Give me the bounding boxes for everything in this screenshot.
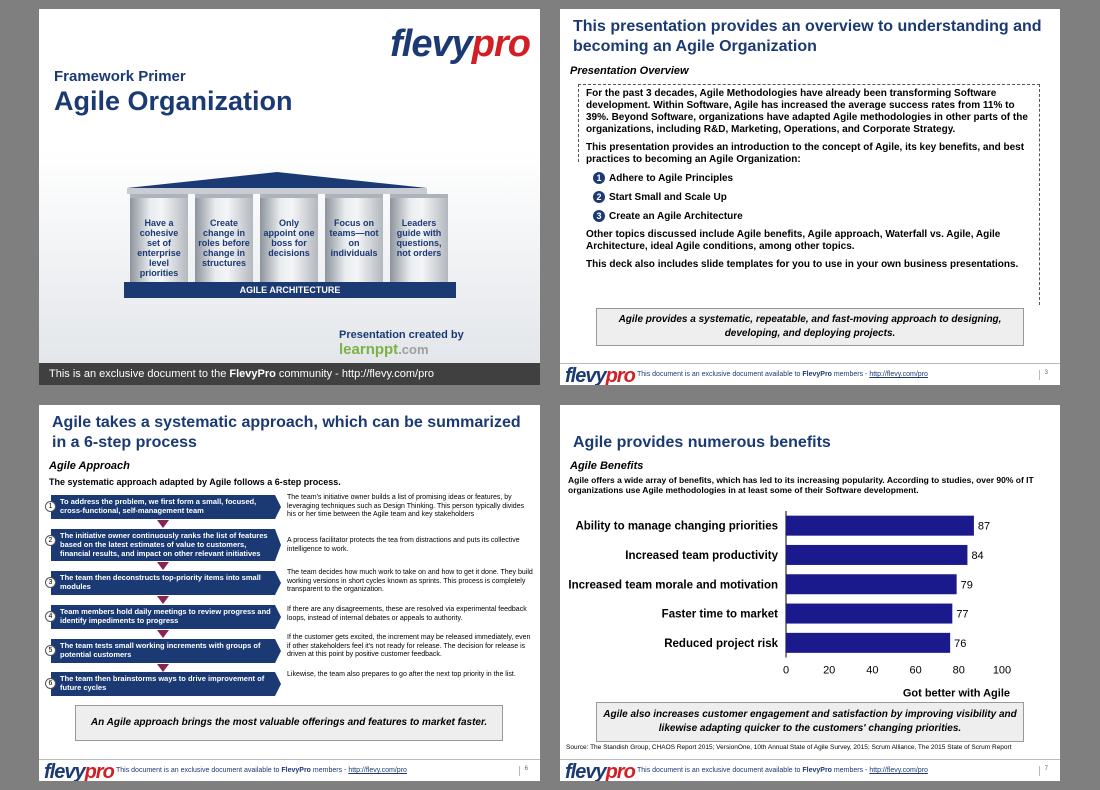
step-5-description: If the customer gets excited, the increment may be released immediately, even if other stakeholders feel it's not ready for release. The decision for release is driven at this point by positive customer feedback. (287, 634, 531, 658)
data-label: 84 (971, 549, 984, 562)
step-1: 1 To address the problem, we first form a small, focused, cross-functional, self-management team (51, 495, 275, 519)
source-note: Source: The Standish Group, CHAOS Report 2015; VersionOne, 10th Annual State of Agile Survey, 2015; Scrum Alliance, The 2015 State of Scrum Report (566, 744, 1012, 751)
flevypro-logo: flevypro (565, 365, 635, 385)
page-number: 6 (519, 766, 528, 776)
benefits-bar-chart (560, 505, 1060, 700)
down-arrow (157, 562, 169, 570)
down-arrow (157, 520, 169, 528)
bar (786, 574, 957, 594)
down-arrow (157, 630, 169, 638)
slide-title: Agile provides numerous benefits (573, 434, 831, 451)
bar (786, 633, 950, 653)
slide-footer: flevypro This document is an exclusive document available to FlevyPro members - http://flevy.com/pro 6 (39, 759, 540, 781)
step-3: 3 The team then deconstructs top-priority items into small modules (51, 571, 275, 595)
data-label: 76 (954, 637, 967, 650)
intro-text: Agile offers a wide array of benefits, which has led to its increasing popularity. According to studies, over 90% of IT organizations use Agile methodologies in at least some of their Software development. (568, 475, 1034, 495)
step-6: 6 The team then brainstorms ways to drive improvement of future cycles (51, 672, 275, 696)
list-item: 2 Start Small and Scale Up (593, 191, 1039, 203)
slide-approach (39, 405, 540, 781)
step-4-description: If there are any disagreements, these are resolved via experimental feedback loops, instead of internal debates or appeals to authority. (287, 606, 527, 622)
callout-box: Agile also increases customer engagement and satisfaction by improving visibility and likewise adapting quicker to the customers' changing priorities. (596, 702, 1024, 742)
tick-label: 20 (823, 664, 836, 677)
tick-label: 60 (909, 664, 922, 677)
intro-text: The systematic approach adapted by Agile follows a 6-step process. (49, 477, 341, 487)
category-label: Increased team morale and motivation (568, 579, 778, 592)
learnppt-logo: learnppt (339, 341, 399, 358)
paragraph: Other topics discussed include Agile benefits, Agile approach, Waterfall vs. Agile, Agile Architecture, ideal Agile conditions, among other topics. (586, 229, 1001, 252)
framework-primer-label: Framework Primer (54, 68, 186, 85)
list-item: 1 Adhere to Agile Principles (593, 172, 1039, 184)
section-heading: Agile Benefits (570, 460, 644, 472)
section-heading: Presentation Overview (570, 65, 689, 77)
pillar-2: Create change in roles before change in structures (195, 194, 253, 284)
slide-benefits (560, 405, 1060, 781)
pillar-1: Have a cohesive set of enterprise level priorities (130, 194, 188, 284)
category-label: Increased team productivity (625, 549, 778, 562)
callout-box: An Agile approach brings the most valuable offerings and features to market faster. (75, 705, 503, 741)
bar (786, 545, 967, 565)
data-label: 77 (956, 608, 969, 621)
flevy-link[interactable]: http://flevy.com/pro (348, 767, 407, 774)
page-title: Agile Organization (54, 86, 293, 116)
tick-label: 100 (992, 664, 1012, 677)
down-arrow (157, 596, 169, 604)
flevy-link[interactable]: http://flevy.com/pro (869, 371, 928, 378)
slide-title: Agile takes a systematic approach, which can be summarized in a 6-step process (52, 414, 521, 451)
paragraph: For the past 3 decades, Agile Methodologies have already been transforming Software development. Within Software, Agile has increased the average success rates from 11% to 39%. Beyond Software, organizations have adapted Agile methodologies in other parts of the organizations, including R&D, Marketing, Operations, and Corporate Strategy. (586, 88, 1028, 135)
flevypro-logo: flevypro (390, 23, 530, 65)
paragraph: This presentation provides an introduction to the concept of Agile, its key benefits, and best practices to becoming an Agile Organization: (586, 142, 1025, 165)
slide-title: This presentation provides an overview to understanding and becoming an Agile Organization (573, 18, 1042, 55)
slide-footer: flevypro This document is an exclusive document available to FlevyPro members - http://flevy.com/pro 7 (560, 759, 1060, 781)
pillar-4: Focus on teams—not on individuals (325, 194, 383, 284)
pillar-3: Only appoint one boss for decisions (260, 194, 318, 284)
slide-footer: This is an exclusive document to the FlevyPro community - http://flevy.com/pro (39, 363, 540, 385)
bar (786, 604, 952, 624)
down-arrow (157, 664, 169, 672)
slide-title (39, 9, 540, 385)
tick-label: 40 (866, 664, 879, 677)
step-3-description: The team decides how much work to take on and how to get it done. They build working versions in short cycles known as sprints. This process is completely transparent to the organization. (287, 569, 533, 593)
list-item: 3 Create an Agile Architecture (593, 210, 1039, 222)
flevypro-logo: flevypro (44, 761, 114, 781)
page-number: 7 (1039, 766, 1048, 776)
data-label: 87 (977, 520, 991, 533)
category-label: Faster time to market (661, 608, 778, 621)
tick-label: 0 (782, 664, 790, 677)
bar (786, 516, 974, 536)
callout-box: Agile provides a systematic, repeatable, and fast-moving approach to designing, developing, and deploying projects. (596, 308, 1024, 346)
section-heading: Agile Approach (49, 460, 130, 472)
step-2: 2 The initiative owner continuously ranks the list of features based on the latest estimates of value to customers, financial results, and impact on other relevant initiatives (51, 529, 275, 561)
data-label: 79 (960, 579, 973, 592)
category-label: Ability to manage changing priorities (575, 520, 778, 533)
temple-base: AGILE ARCHITECTURE (124, 282, 456, 298)
overview-body (578, 84, 1040, 305)
step-4: 4 Team members hold daily meetings to review progress and identify impediments to progress (51, 605, 275, 629)
created-by: Presentation created by learnppt.com (339, 329, 464, 358)
flevypro-logo: flevypro (565, 761, 635, 781)
step-5: 5 The team tests small working increments with groups of potential customers (51, 639, 275, 663)
step-6-description: Likewise, the team also prepares to go after the next top priority in the list. (287, 671, 516, 678)
temple-roof (127, 172, 427, 188)
x-axis-label: Got better with Agile (902, 687, 1010, 700)
slide-footer: flevypro This document is an exclusive document available to FlevyPro members - http://flevy.com/pro 3 (560, 363, 1060, 385)
flevy-link[interactable]: http://flevy.com/pro (869, 767, 928, 774)
slide-overview (560, 9, 1060, 385)
category-label: Reduced project risk (664, 637, 778, 650)
step-2-description: A process facilitator protects the tea from distractions and puts its collective intelligence to work. (287, 537, 520, 553)
tick-label: 80 (952, 664, 965, 677)
step-1-description: The team's initiative owner builds a list of promising ideas or features, by leveraging techniques such as Design Thinking. This person typically divides his or her time between the Agile team and key stakeholders (287, 494, 525, 518)
page-number: 3 (1039, 370, 1048, 380)
paragraph: This deck also includes slide templates for you to use in your own business presentations. (586, 259, 1019, 270)
pillar-5: Leaders guide with questions, not orders (390, 194, 448, 284)
